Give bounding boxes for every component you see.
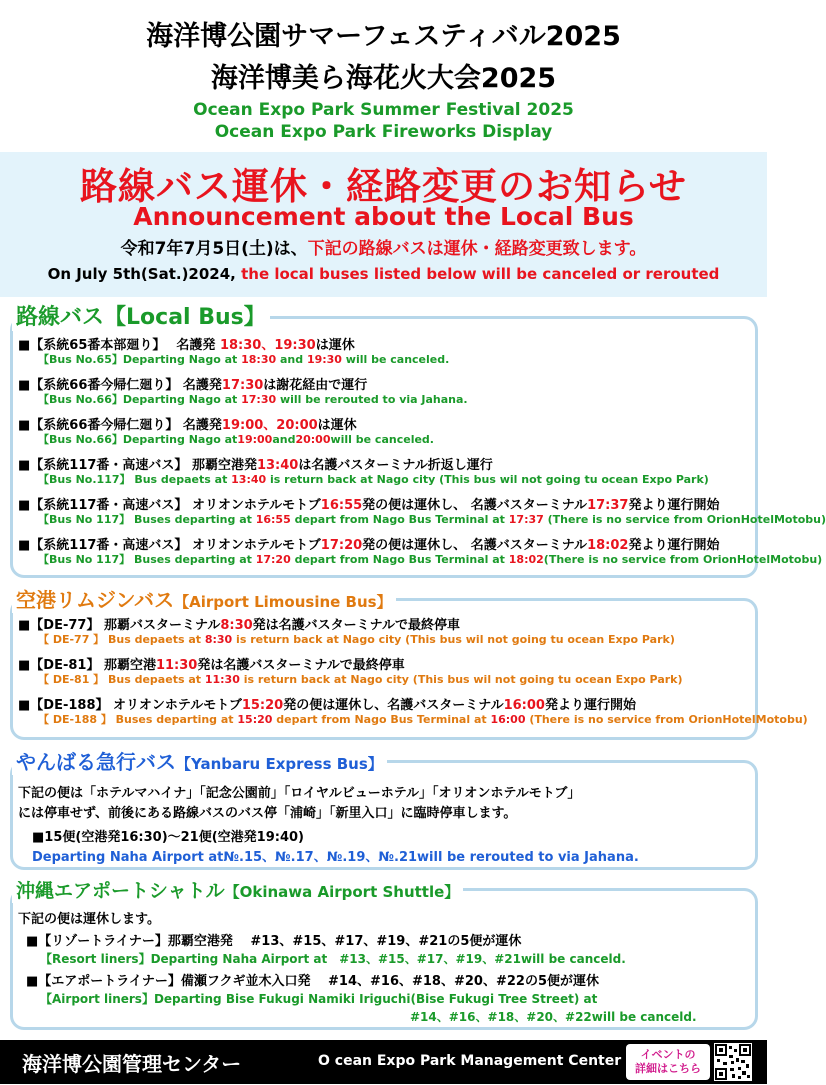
yanbaru-line-3: ■15便(空港発16:30)～21便(空港発19:40)	[32, 830, 304, 845]
limousine-en-text: (There is no service from OrionHotelMotobu)	[525, 713, 808, 726]
limousine-jp-text: ■【DE-188】 オリオンホテルモトブ	[18, 698, 242, 713]
limousine-jp-text: 発は名護バスターミナルで最終停車	[252, 618, 461, 633]
local-bus-row-en-2	[38, 391, 468, 407]
local-bus-jp-text: ■【系統117番・高速バス】 那覇空港発	[18, 458, 257, 473]
local-bus-jp-text: ■【系統65番本部廻り】 名護発	[18, 338, 220, 353]
notice-banner	[0, 152, 767, 297]
local-bus-en-time: 13:40	[231, 473, 267, 486]
local-bus-en-time: 19:00	[237, 433, 273, 446]
limousine-en-text: is return back at Nago city (This bus wil not going tu ocean Expo Park)	[239, 673, 683, 686]
limousine-row-en-2	[38, 671, 683, 687]
local-bus-en-text: will be canceled.	[330, 433, 434, 446]
shuttle-line-6: #14、#16、#18、#20、#22will be canceld.	[410, 1010, 697, 1024]
limousine-jp-text: 発より運行開始	[544, 698, 636, 713]
local-bus-row-en-5	[38, 511, 826, 527]
limousine-en-time: 16:00	[490, 713, 526, 726]
limousine-en-text: is return back at Nago city (This bus wil not going tu ocean Expo Park)	[232, 633, 675, 646]
notice-date-jp	[0, 234, 767, 259]
local-bus-jp-time: 17:37	[587, 498, 629, 513]
local-bus-jp-text: は運休	[317, 418, 357, 433]
local-bus-en-text: depart from Nago Bus Terminal at	[290, 513, 509, 526]
local-bus-jp-time: 17:20	[320, 538, 363, 553]
limousine-jp-time: 8:30	[220, 618, 253, 633]
limousine-en-text: depart from Nago Bus Terminal at	[272, 713, 491, 726]
local-bus-en-text: (There is no service from OrionHotelMotobu)	[543, 553, 823, 566]
yanbaru-title-en: 【Yanbaru Express Bus】	[176, 755, 383, 773]
yanbaru-line-1: 下記の便は「ホテルマハイナ」「記念公園前」「ロイヤルビューホテル」「オリオンホテルモトブ」	[18, 786, 581, 801]
limousine-jp-text: 発は名護バスターミナルで最終停車	[197, 658, 405, 673]
local-bus-jp-time: 18:30、19:30	[219, 338, 316, 353]
local-bus-en-text: depart from Nago Bus Terminal at	[290, 553, 509, 566]
local-bus-en-text: 【Bus No.66】Departing Nago at	[38, 393, 242, 406]
local-bus-en-time: 20:00	[295, 433, 331, 446]
local-bus-en-time: 16:55	[255, 513, 291, 526]
local-bus-en-text: 【Bus No.66】Departing Nago at	[38, 433, 238, 446]
limousine-row-en-1	[38, 631, 675, 647]
local-bus-en-time: 19:30	[306, 353, 342, 366]
local-bus-en-text: and	[272, 433, 296, 446]
festival-title-jp: 海洋博公園サマーフェスティバル2025	[146, 21, 621, 52]
limousine-en-text: 【 DE-77 】 Bus depaets at	[38, 633, 205, 646]
local-bus-en-text: will be rerouted to via Jahana.	[276, 393, 468, 406]
local-bus-en-text: 【Bus No 117】 Buses departing at	[38, 553, 256, 566]
local-bus-row-en-4	[38, 471, 709, 487]
footer	[0, 1040, 767, 1084]
local-bus-jp-time: 16:55	[320, 498, 363, 513]
limousine-en-time: 15:20	[237, 713, 273, 726]
festival-title-en: Ocean Expo Park Summer Festival 2025	[193, 100, 574, 120]
limousine-title-jp: 空港リムジンバス	[16, 588, 175, 612]
local-bus-en-time: 17:30	[241, 393, 277, 406]
shuttle-line-3: 【Resort liners】Departing Naha Airport at #13、#15、#17、#19、#21will be canceld.	[40, 952, 626, 966]
local-bus-en-time: 17:37	[508, 513, 544, 526]
shuttle-title-jp: 沖縄エアポートシャトル	[16, 880, 225, 902]
limousine-jp-time: 11:30	[155, 658, 198, 673]
limousine-row-en-3	[38, 711, 808, 727]
shuttle-line-5: 【Airport liners】Departing Bise Fukugi Namiki Iriguchi(Bise Fukugi Tree Street) at	[40, 992, 598, 1006]
notice-title-jp: 路線バス運休・経路変更のお知らせ	[80, 165, 687, 208]
footer-org-jp: 海洋博公園管理センター	[22, 1052, 242, 1076]
local-bus-title	[12, 300, 270, 331]
date-en: On July 5th(Sat.)2024,	[47, 265, 236, 283]
shuttle-line-2: ■【リゾートライナー】那覇空港発 #13、#15、#17、#19、#21の5便が運休	[26, 934, 522, 949]
local-bus-jp-text: 発の便は運休し、 名護バスターミナル	[362, 498, 588, 513]
local-bus-jp-text: ■【系統117番・高速バス】 オリオンホテルモトブ	[18, 538, 321, 553]
notice-date-en	[0, 265, 767, 283]
event-details-line-1: イベントの	[640, 1048, 696, 1061]
yanbaru-title-jp: やんばる急行バス	[16, 750, 176, 774]
shuttle-title-en: 【Okinawa Airport Shuttle】	[224, 883, 460, 901]
date-jp: 令和7年7月5日(土)は、	[120, 239, 308, 259]
yanbaru-line-4: Departing Naha Airport at№.15、№.17、№.19、№.21will be rerouted to via Jahana.	[32, 850, 639, 865]
local-bus-row-en-3	[38, 431, 434, 447]
local-bus-title-jp: 路線バス	[16, 305, 105, 330]
event-details-link[interactable]	[626, 1044, 710, 1080]
limousine-jp-time: 15:20	[241, 698, 284, 713]
local-bus-en-text: (There is no service from OrionHotelMotobu)	[543, 513, 826, 526]
local-bus-jp-text: 発より運行開始	[628, 498, 720, 513]
local-bus-jp-time: 19:00、20:00	[221, 418, 318, 433]
date-jp-red: 下記の路線バスは運休・経路変更致します。	[307, 239, 647, 259]
footer-org-en: O cean Expo Park Management Center	[318, 1053, 622, 1069]
local-bus-en-text: 【Bus No.117】 Bus depaets at	[38, 473, 232, 486]
local-bus-row-en-6	[38, 551, 822, 567]
event-details-line-2: 詳細はこちら	[635, 1062, 701, 1075]
local-bus-en-text: is return back at Nago city (This bus wil not going tu ocean Expo Park)	[266, 473, 709, 486]
notice-title-en: Announcement about the Local Bus	[133, 202, 634, 231]
limousine-en-time: 8:30	[204, 633, 233, 646]
local-bus-jp-text: ■【系統66番今帰仁廻り】 名護発	[18, 418, 222, 433]
local-bus-en-time: 17:20	[255, 553, 291, 566]
limousine-jp-text: ■【DE-81】 那覇空港	[18, 658, 156, 673]
local-bus-jp-text: は謝花経由で運行	[263, 378, 368, 393]
local-bus-en-text: and	[276, 353, 307, 366]
fireworks-title-jp: 海洋博美ら海花火大会2025	[210, 63, 557, 94]
limousine-jp-text: ■【DE-77】 那覇バスターミナル	[18, 618, 221, 633]
yanbaru-line-2: には停車せず、前後にある路線バスのバス停「浦崎」「新里入口」に臨時停車します。	[18, 806, 517, 821]
local-bus-jp-time: 18:02	[587, 538, 629, 553]
local-bus-jp-time: 17:30	[221, 378, 264, 393]
local-bus-jp-text: 発の便は運休し、 名護バスターミナル	[362, 538, 588, 553]
local-bus-jp-text: 発より運行開始	[628, 538, 720, 553]
header	[0, 0, 767, 160]
local-bus-row-en-1	[38, 351, 449, 367]
local-bus-en-time: 18:30	[241, 353, 277, 366]
limousine-en-time: 11:30	[204, 673, 240, 686]
fireworks-title-en: Ocean Expo Park Fireworks Display	[214, 122, 553, 142]
local-bus-en-text: will be canceled.	[341, 353, 450, 366]
limousine-en-text: 【 DE-81 】 Bus depaets at	[38, 673, 205, 686]
limousine-en-text: 【 DE-188 】 Buses departing at	[38, 713, 238, 726]
local-bus-jp-text: は名護バスターミナル折返し運行	[298, 458, 493, 473]
yanbaru-title	[12, 746, 387, 775]
shuttle-line-4: ■【エアポートライナー】備瀬フクギ並木入口発 #14、#16、#18、#20、#22の5便が運休	[26, 974, 599, 989]
local-bus-en-text: 【Bus No.65】Departing Nago at	[38, 353, 242, 366]
qr-code-icon[interactable]	[714, 1043, 752, 1081]
local-bus-jp-text: ■【系統66番今帰仁廻り】 名護発	[18, 378, 222, 393]
local-bus-en-time: 18:02	[508, 553, 544, 566]
local-bus-title-en: 【Local Bus】	[104, 305, 266, 330]
limousine-jp-text: 発の便は運休し、名護バスターミナル	[283, 698, 504, 713]
limousine-jp-time: 16:00	[503, 698, 545, 713]
local-bus-jp-time: 13:40	[256, 458, 299, 473]
local-bus-jp-text: は運休	[315, 338, 355, 353]
limousine-title-en: 【Airport Limousine Bus】	[174, 593, 392, 611]
local-bus-en-text: 【Bus No 117】 Buses departing at	[38, 513, 256, 526]
shuttle-line-1: 下記の便は運休します。	[18, 912, 160, 927]
shuttle-title	[12, 876, 463, 903]
local-bus-jp-text: ■【系統117番・高速バス】 オリオンホテルモトブ	[18, 498, 321, 513]
limousine-title	[12, 584, 396, 613]
date-en-red: the local buses listed below will be canceled or rerouted	[235, 265, 720, 283]
